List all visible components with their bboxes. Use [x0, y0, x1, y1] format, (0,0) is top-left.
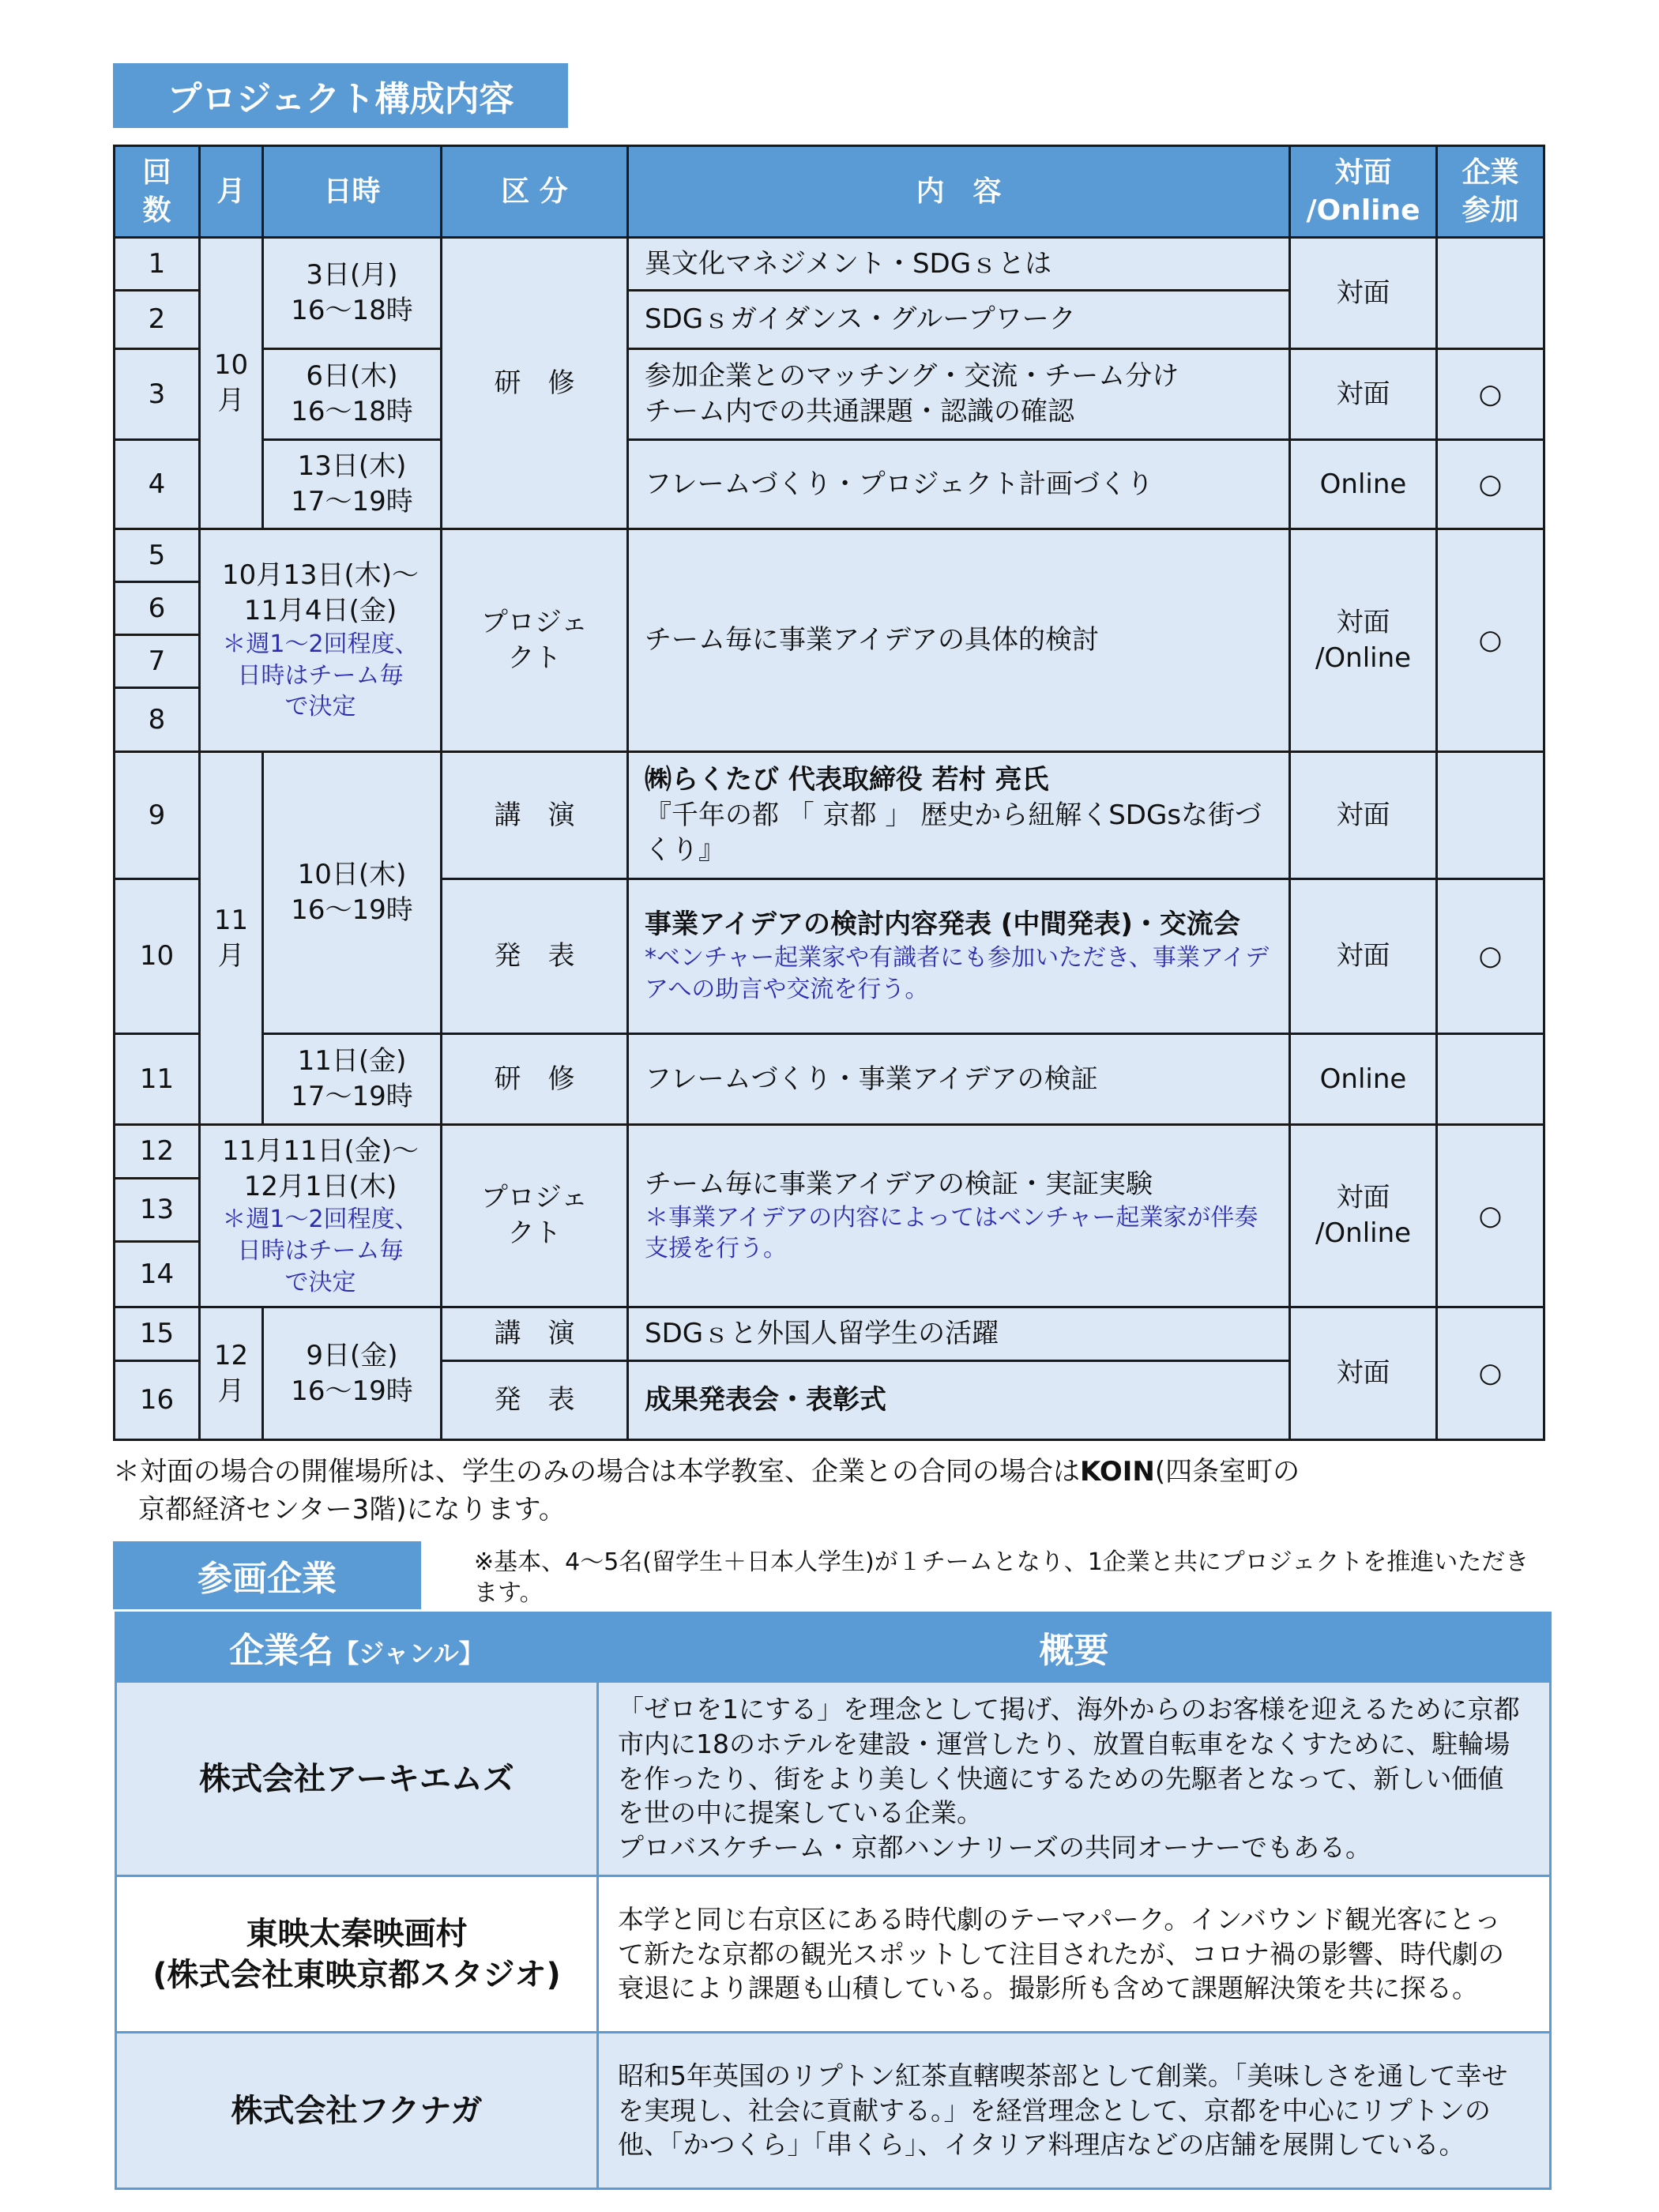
content-cell: フレームづくり・事業アイデアの検証 [628, 1034, 1290, 1125]
category-cell: 発 表 [442, 879, 628, 1034]
company-cell [1437, 238, 1544, 349]
companies-note: ※基本、4～5名(留学生＋日本人学生)が１チームとなり、1企業と共にプロジェクトを推進いただきます。 [474, 1548, 1529, 1607]
session-number: 1 [115, 238, 200, 291]
company-row [116, 1682, 1551, 1876]
mode-cell: 対面 [1290, 879, 1437, 1034]
header-company-name: 企業名【ジャンル】 [116, 1613, 598, 1682]
mode-cell: 対面 [1290, 1307, 1437, 1440]
schedule-header-row [115, 146, 1544, 238]
session-number: 8 [115, 688, 200, 752]
lecture-title: 『千年の都 「 京都 」 歴史から紐解くSDGsな街づくり』 [645, 799, 1262, 867]
date-cell: 13日(木) 17～19時 [263, 440, 442, 529]
footnote-text: ＊対面の場合の開催場所は、学生のみの場合は本学教室、企業との合同の場合は [113, 1456, 1080, 1488]
footnote-text: 京都経済センター3階)になります。 [138, 1493, 566, 1525]
company-cell: ○ [1437, 1125, 1544, 1307]
presentation-title: 事業アイデアの検討内容発表 (中間発表)・交流会 [645, 908, 1240, 941]
category-cell: 研 修 [442, 1034, 628, 1125]
table-row [115, 238, 1544, 291]
date-cell: 11日(金) 17～19時 [263, 1034, 442, 1125]
company-name: 株式会社フクナガ [116, 2033, 598, 2189]
header-mode: 対面 /Online [1290, 146, 1437, 238]
content-cell [628, 1125, 1290, 1307]
date-range-note: ＊週1～2回程度、 日時はチーム毎 で決定 [222, 630, 419, 721]
company-cell: ○ [1437, 879, 1544, 1034]
content-cell: 成果発表会・表彰式 [628, 1361, 1290, 1440]
header-summary: 概要 [598, 1613, 1551, 1682]
month-cell: 12 月 [200, 1307, 263, 1440]
header-date: 日時 [263, 146, 442, 238]
companies-header-row [116, 1613, 1551, 1682]
session-number: 16 [115, 1361, 200, 1440]
content-cell: フレームづくり・プロジェクト計画づくり [628, 440, 1290, 529]
company-summary: 本学と同じ右京区にある時代劇のテーマパーク。インバウンド観光客にとって新たな京都の観光スポットして注目されたが、コロナ禍の影響、時代劇の衰退により課題も山積している。撮影所も含めて課題解決策を共に探る。 [598, 1876, 1551, 2033]
content-cell: 参加企業とのマッチング・交流・チーム分け チーム内での共通課題・認識の確認 [628, 349, 1290, 440]
session-number: 14 [115, 1242, 200, 1307]
footnote-text: (四条室町の [1154, 1456, 1300, 1488]
table-row [115, 349, 1544, 440]
date-range: 11月11日(金)～ 12月1日(木) [221, 1134, 419, 1202]
session-number: 3 [115, 349, 200, 440]
table-row [115, 440, 1544, 529]
mode-cell: 対面 [1290, 349, 1437, 440]
category-cell: 研 修 [442, 238, 628, 529]
company-row [116, 1876, 1551, 2033]
company-cell [1437, 1034, 1544, 1125]
header-category: 区 分 [442, 146, 628, 238]
session-number: 4 [115, 440, 200, 529]
company-cell: ○ [1437, 440, 1544, 529]
session-number: 2 [115, 291, 200, 349]
company-cell: ○ [1437, 1307, 1544, 1440]
company-cell [1437, 752, 1544, 879]
company-summary: 「ゼロを1にする」を理念として掲げ、海外からのお客様を迎えるために京都市内に18のホテルを建設・運営したり、放置自転車をなくすために、駐輪場を作ったり、街をより美しく快適にするための先駆者となって、新しい価値を世の中に提案している企業。 プロバスケチーム・京都ハンナリーズの共同オーナーでもある。 [598, 1682, 1551, 1876]
session-number: 11 [115, 1034, 200, 1125]
date-cell: 3日(月) 16～18時 [263, 238, 442, 349]
category-cell: プロジェ クト [442, 529, 628, 752]
content-cell: SDGｓガイダンス・グループワーク [628, 291, 1290, 349]
date-cell: 9日(金) 16～19時 [263, 1307, 442, 1440]
month-cell: 10 月 [200, 238, 263, 529]
month-cell: 11 月 [200, 752, 263, 1125]
date-range-note: ＊週1～2回程度、 日時はチーム毎 で決定 [222, 1206, 419, 1296]
project-content: チーム毎に事業アイデアの検証・実証実験 [645, 1168, 1153, 1200]
section-title-companies: 参画企業 [113, 1541, 421, 1609]
companies-table [115, 1612, 1552, 2190]
mode-cell: Online [1290, 440, 1437, 529]
content-cell: 異文化マネジメント・SDGｓとは [628, 238, 1290, 291]
footnote-venue: KOIN [1080, 1456, 1155, 1488]
session-number: 12 [115, 1125, 200, 1179]
mode-cell: 対面 /Online [1290, 529, 1437, 752]
table-row [115, 1307, 1544, 1361]
lecture-speaker: ㈱らくたび 代表取締役 若村 亮氏 [645, 763, 1049, 796]
presentation-note: *ベンチャー起業家や有識者にも参加いただき、事業アイデアへの助言や交流を行う。 [645, 944, 1270, 1003]
table-row [115, 1125, 1544, 1179]
company-cell: ○ [1437, 529, 1544, 752]
header-content: 内 容 [628, 146, 1290, 238]
date-range-cell [200, 529, 442, 752]
table-row [115, 1034, 1544, 1125]
venue-footnote [113, 1454, 1551, 1529]
date-cell: 10日(木) 16～19時 [263, 752, 442, 1034]
company-name: 東映太秦映画村 (株式会社東映京都スタジオ) [116, 1876, 598, 2033]
category-cell: 講 演 [442, 1307, 628, 1361]
content-cell [628, 879, 1290, 1034]
date-range-cell [200, 1125, 442, 1307]
session-number: 6 [115, 582, 200, 635]
session-number: 7 [115, 635, 200, 688]
mode-cell: 対面 [1290, 752, 1437, 879]
header-month: 月 [200, 146, 263, 238]
session-number: 13 [115, 1179, 200, 1242]
date-range: 10月13日(木)～ 11月4日(金) [221, 559, 419, 627]
session-number: 5 [115, 529, 200, 582]
project-note: ＊事業アイデアの内容によってはベンチャー起業家が伴奏支援を行う。 [645, 1203, 1258, 1263]
category-cell: 発 表 [442, 1361, 628, 1440]
content-cell: SDGｓと外国人留学生の活躍 [628, 1307, 1290, 1361]
mode-cell: 対面 [1290, 238, 1437, 349]
header-no: 回 数 [115, 146, 200, 238]
mode-cell: Online [1290, 1034, 1437, 1125]
table-row [115, 752, 1544, 879]
date-cell: 6日(木) 16～18時 [263, 349, 442, 440]
category-cell: プロジェ クト [442, 1125, 628, 1307]
session-number: 10 [115, 879, 200, 1034]
section-title-project: プロジェクト構成内容 [113, 63, 568, 128]
company-cell: ○ [1437, 349, 1544, 440]
content-cell [628, 752, 1290, 879]
company-name: 株式会社アーキエムズ [116, 1682, 598, 1876]
content-cell: チーム毎に事業アイデアの具体的検討 [628, 529, 1290, 752]
table-row [115, 529, 1544, 582]
header-company: 企業 参加 [1437, 146, 1544, 238]
company-row [116, 2033, 1551, 2189]
mode-cell: 対面 /Online [1290, 1125, 1437, 1307]
session-number: 15 [115, 1307, 200, 1361]
company-summary: 昭和5年英国のリプトン紅茶直轄喫茶部として創業。「美味しさを通して幸せを実現し、社会に貢献する。」を経営理念として、京都を中心にリプトンの他、「かつくら」「串くら」、イタリア料理店などの店舗を展開している。 [598, 2033, 1551, 2189]
category-cell: 講 演 [442, 752, 628, 879]
schedule-table [113, 145, 1545, 1441]
session-number: 9 [115, 752, 200, 879]
